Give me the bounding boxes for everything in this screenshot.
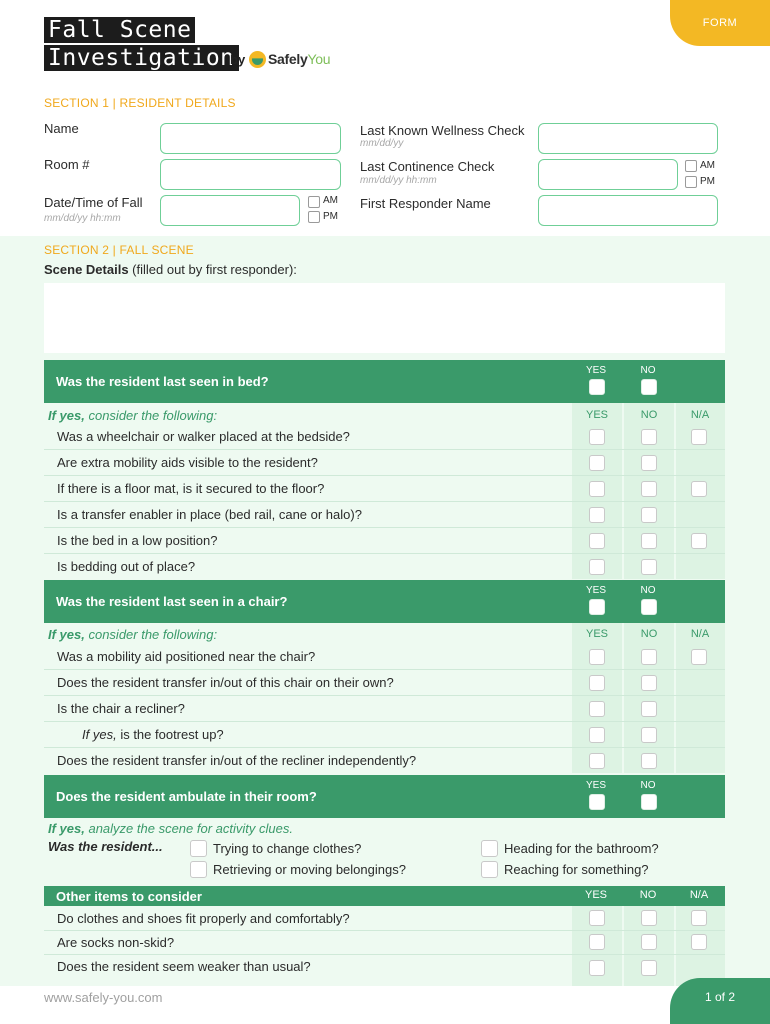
no-header: NO: [640, 365, 656, 376]
row-label: If yes, is the footrest up?: [82, 727, 224, 742]
chair-question: Was the resident last seen in a chair?: [56, 594, 288, 609]
no-checkbox[interactable]: [641, 649, 657, 665]
brand-logo-text: SafelyYou: [268, 51, 331, 67]
chair-yes-checkbox[interactable]: [589, 599, 605, 615]
footer-url: www.safely-you.com: [44, 990, 163, 1005]
responder-label: First Responder Name: [360, 196, 491, 211]
continence-am-checkbox[interactable]: [685, 160, 697, 172]
reaching-label: Reaching for something?: [504, 862, 649, 877]
chair-if-yes-label: If yes, consider the following:: [48, 627, 218, 642]
continence-pm-label: PM: [700, 176, 715, 187]
wellness-label: Last Known Wellness Check: [360, 123, 525, 138]
na-checkbox[interactable]: [691, 649, 707, 665]
yes-checkbox[interactable]: [589, 675, 605, 691]
continence-field[interactable]: [538, 159, 678, 190]
checklist-row: [44, 955, 725, 981]
bed-question-header: [44, 360, 725, 403]
yes-checkbox[interactable]: [589, 910, 605, 926]
row-label: Does the resident transfer in/out of the recliner independently?: [57, 753, 417, 768]
no-header: NO: [640, 780, 656, 791]
checklist-row: [44, 476, 725, 502]
reaching-checkbox[interactable]: [481, 861, 498, 878]
doc-title-line-2: Investigation: [44, 45, 239, 71]
na-checkbox[interactable]: [691, 429, 707, 445]
na-header: N/A: [689, 889, 709, 901]
row-label: Was a mobility aid positioned near the chair?: [57, 649, 316, 664]
ambulate-no-checkbox[interactable]: [641, 794, 657, 810]
yes-checkbox[interactable]: [589, 481, 605, 497]
fall-pm-checkbox[interactable]: [308, 211, 320, 223]
row-label: Is bedding out of place?: [57, 559, 196, 574]
checklist-row: [44, 450, 725, 476]
doc-title-line-1: Fall Scene: [44, 17, 195, 43]
no-checkbox[interactable]: [641, 533, 657, 549]
no-checkbox[interactable]: [641, 481, 657, 497]
responder-field[interactable]: [538, 195, 718, 226]
continence-pm-checkbox[interactable]: [685, 176, 697, 188]
section1-title: SECTION 1 | RESIDENT DETAILS: [44, 96, 236, 110]
yes-checkbox[interactable]: [589, 753, 605, 769]
change-clothes-label: Trying to change clothes?: [213, 841, 362, 856]
no-checkbox[interactable]: [641, 429, 657, 445]
yes-checkbox[interactable]: [589, 533, 605, 549]
yes-col-header: YES: [585, 409, 608, 421]
bed-yes-checkbox[interactable]: [589, 379, 605, 395]
no-checkbox[interactable]: [641, 934, 657, 950]
by-label: by: [230, 52, 246, 67]
no-checkbox[interactable]: [641, 455, 657, 471]
retrieving-belongings-label: Retrieving or moving belongings?: [213, 862, 406, 877]
chair-question-header: [44, 580, 725, 623]
continence-label: Last Continence Check: [360, 159, 495, 174]
ambulate-if-yes-label: If yes, analyze the scene for activity clues.: [48, 821, 293, 836]
na-checkbox[interactable]: [691, 934, 707, 950]
other-items-header: [44, 886, 725, 906]
was-the-resident-label: Was the resident...: [48, 839, 163, 854]
yes-header: YES: [585, 780, 606, 791]
row-label: Does the resident seem weaker than usual?: [57, 959, 311, 974]
checklist-row: [44, 931, 725, 955]
scene-details-label: Scene Details (filled out by first responder):: [44, 262, 297, 277]
row-label: Are socks non-skid?: [57, 935, 175, 950]
bathroom-checkbox[interactable]: [481, 840, 498, 857]
continence-am-label: AM: [700, 160, 715, 171]
row-label: Was a wheelchair or walker placed at the bedside?: [57, 429, 350, 444]
checklist-row: [44, 670, 725, 696]
date-time-label: Date/Time of Fall: [44, 195, 143, 210]
scene-details-textarea[interactable]: [44, 283, 725, 353]
no-header: NO: [639, 889, 657, 901]
no-checkbox[interactable]: [641, 753, 657, 769]
ambulate-yes-checkbox[interactable]: [589, 794, 605, 810]
no-checkbox[interactable]: [641, 960, 657, 976]
row-label: Do clothes and shoes fit properly and comfortably?: [57, 911, 350, 926]
name-label: Name: [44, 121, 79, 136]
row-label: Does the resident transfer in/out of this chair on their own?: [57, 675, 394, 690]
ambulate-question: Does the resident ambulate in their room?: [56, 789, 317, 804]
date-time-field[interactable]: [160, 195, 300, 226]
row-label: Is the bed in a low position?: [57, 533, 218, 548]
chair-no-checkbox[interactable]: [641, 599, 657, 615]
date-time-hint: mm/dd/yy hh:mm: [44, 213, 121, 224]
no-checkbox[interactable]: [641, 727, 657, 743]
section2-title: SECTION 2 | FALL SCENE: [44, 243, 194, 257]
no-col-header: NO: [640, 409, 658, 421]
row-label: Are extra mobility aids visible to the resident?: [57, 455, 318, 470]
checklist-row: [44, 748, 725, 774]
yes-checkbox[interactable]: [589, 559, 605, 575]
yes-checkbox[interactable]: [589, 455, 605, 471]
room-field[interactable]: [160, 159, 341, 190]
yes-checkbox[interactable]: [589, 960, 605, 976]
yes-col-header: YES: [585, 628, 608, 640]
na-checkbox[interactable]: [691, 481, 707, 497]
na-col-header: N/A: [690, 409, 710, 421]
retrieving-belongings-checkbox[interactable]: [190, 861, 207, 878]
na-col-header: N/A: [690, 628, 710, 640]
na-checkbox[interactable]: [691, 533, 707, 549]
no-header: NO: [640, 585, 656, 596]
checklist-row: [44, 644, 725, 670]
checklist-row: [44, 722, 725, 748]
yes-checkbox[interactable]: [589, 429, 605, 445]
safelyyou-logo-icon: [249, 51, 266, 68]
other-items-title: Other items to consider: [56, 889, 202, 904]
checklist-row: [44, 528, 725, 554]
yes-header: YES: [585, 585, 606, 596]
row-label: Is the chair a recliner?: [57, 701, 185, 716]
fall-pm-label: PM: [323, 211, 338, 222]
form-tab: FORM: [670, 0, 770, 46]
checklist-row: [44, 696, 725, 722]
fall-am-checkbox[interactable]: [308, 196, 320, 208]
no-checkbox[interactable]: [641, 701, 657, 717]
checklist-row: [44, 502, 725, 528]
bed-question: Was the resident last seen in bed?: [56, 374, 269, 389]
bed-no-checkbox[interactable]: [641, 379, 657, 395]
fall-am-label: AM: [323, 195, 338, 206]
yes-header: YES: [584, 889, 607, 901]
wellness-field[interactable]: [538, 123, 718, 154]
bed-if-yes-label: If yes, consider the following:: [48, 408, 218, 423]
ambulate-question-header: [44, 775, 725, 818]
page-number: 1 of 2: [670, 978, 770, 1024]
yes-checkbox[interactable]: [589, 507, 605, 523]
change-clothes-checkbox[interactable]: [190, 840, 207, 857]
wellness-hint: mm/dd/yy: [360, 138, 404, 149]
yes-header: YES: [585, 365, 606, 376]
no-checkbox[interactable]: [641, 910, 657, 926]
checklist-row: [44, 907, 725, 931]
room-label: Room #: [44, 157, 90, 172]
row-label: If there is a floor mat, is it secured to the floor?: [57, 481, 325, 496]
row-label: Is a transfer enabler in place (bed rail, cane or halo)?: [57, 507, 362, 522]
yes-checkbox[interactable]: [589, 701, 605, 717]
yes-checkbox[interactable]: [589, 649, 605, 665]
yes-checkbox[interactable]: [589, 727, 605, 743]
na-checkbox[interactable]: [691, 910, 707, 926]
checklist-row: [44, 424, 725, 450]
no-checkbox[interactable]: [641, 507, 657, 523]
continence-hint: mm/dd/yy hh:mm: [360, 175, 437, 186]
name-field[interactable]: [160, 123, 341, 154]
no-checkbox[interactable]: [641, 675, 657, 691]
checklist-row: [44, 554, 725, 580]
no-checkbox[interactable]: [641, 559, 657, 575]
yes-checkbox[interactable]: [589, 934, 605, 950]
no-col-header: NO: [640, 628, 658, 640]
bathroom-label: Heading for the bathroom?: [504, 841, 659, 856]
